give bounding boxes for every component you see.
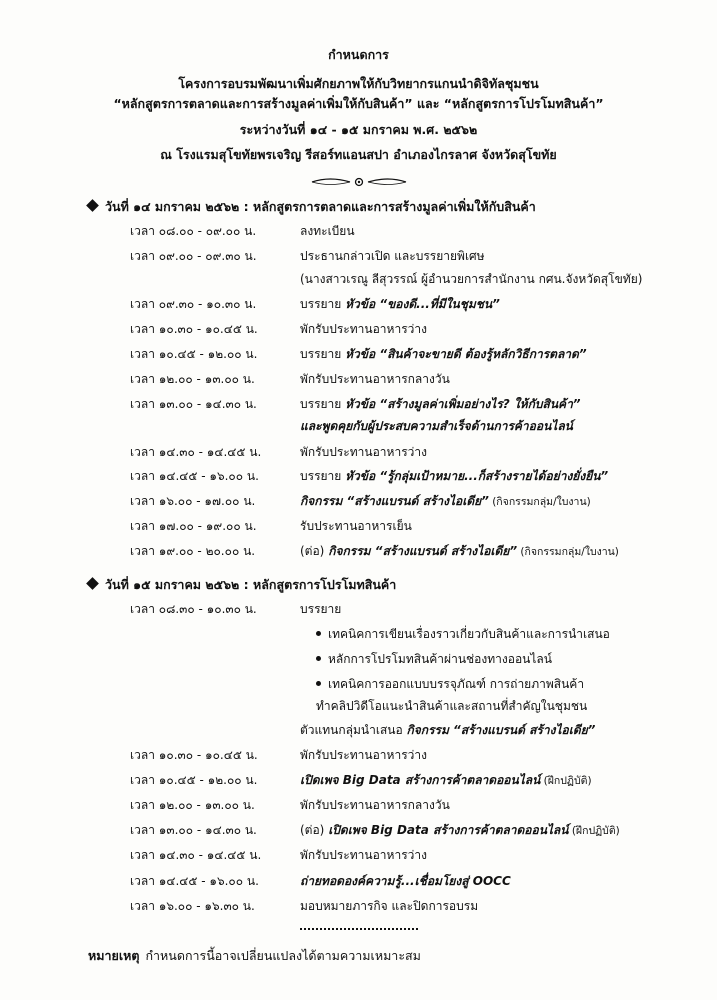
schedule-row xyxy=(0,295,717,315)
schedule-row xyxy=(0,270,717,290)
time-slot: เวลา ๑๗.๐๐ - ๑๙.๐๐ น. xyxy=(130,519,257,533)
note-text: กำหนดการนี้อาจเปลี่ยนแปลงได้ตามความเหมาะสม xyxy=(145,948,421,963)
project-name: โครงการอบรมพัฒนาเพิ่มศักยภาพให้กับวิทยากรแกนนำดิจิทัลชุมชน xyxy=(178,76,539,91)
time-slot: เวลา ๑๔.๓๐ - ๑๔.๔๕ น. xyxy=(130,445,262,459)
bullet-item: เทคนิคการออกแบบบรรจุภัณฑ์ การถ่ายภาพสินค้า xyxy=(0,675,717,695)
schedule-row xyxy=(0,897,717,917)
activity-plain: พักรับประทานอาหารว่าง xyxy=(300,848,427,862)
activity xyxy=(300,821,620,840)
activity-bold: หัวข้อ “ของดี...ที่มีในชุมชน” xyxy=(345,297,500,311)
time-slot: เวลา ๑๐.๓๐ - ๑๐.๔๕ น. xyxy=(130,322,258,336)
activity xyxy=(300,443,427,462)
activity-bold: ถ่ายทอดองค์ความรู้...เชื่อมโยงสู่ OOCC xyxy=(300,874,511,888)
schedule-row xyxy=(0,746,717,766)
activity-plain: (ต่อ) xyxy=(300,823,329,837)
activity-plain: บรรยาย xyxy=(300,397,346,411)
activity xyxy=(300,517,412,536)
activity xyxy=(300,270,642,289)
activity xyxy=(300,771,592,790)
activity-label: บรรยาย xyxy=(300,602,342,616)
activity-plain: พักรับประทานอาหารว่าง xyxy=(300,322,427,336)
schedule-row xyxy=(0,492,717,512)
schedule-row xyxy=(0,345,717,365)
activity xyxy=(300,247,485,266)
activity-bold: หัวข้อ “สร้างมูลค่าเพิ่มอย่างไร? ให้กับสินค้า” xyxy=(345,397,581,411)
event-venue: ณ โรงแรมสุโขทัยพรเจริญ รีสอร์ทแอนสปา อำเภองไกรลาศ จังหวัดสุโขทัย xyxy=(160,147,557,162)
schedule-row xyxy=(0,846,717,866)
bullet-dot-icon xyxy=(316,681,321,686)
day2-heading: วันที่ ๑๕ มกราคม ๒๕๖๒ : หลักสูตรการโปรโมทสินค้า xyxy=(88,575,396,595)
schedule-row xyxy=(0,542,717,562)
time-slot: เวลา ๐๙.๓๐ - ๑๐.๓๐ น. xyxy=(130,297,257,311)
activity-plain: ลงทะเบียน xyxy=(300,224,355,238)
activity-plain: พักรับประทานอาหารกลางวัน xyxy=(300,372,450,386)
activity-plain: (นางสาวเรณู ลีสุวรรณ์ ผู้อำนวยการสำนักงาน กศน.จังหวัดสุโขทัย) xyxy=(300,272,643,286)
time-slot: เวลา ๐๘.๐๐ - ๐๙.๐๐ น. xyxy=(130,224,257,238)
activity-plain: พักรับประทานอาหารว่าง xyxy=(300,445,427,459)
time-slot: เวลา ๑๓.๐๐ - ๑๔.๓๐ น. xyxy=(130,397,257,411)
time-slot: เวลา ๐๙.๐๐ - ๐๙.๓๐ น. xyxy=(130,249,257,263)
activity xyxy=(300,542,619,561)
time-slot: เวลา ๑๐.๓๐ - ๑๐.๔๕ น. xyxy=(130,748,258,762)
bullet-item: เทคนิคการเขียนเรื่องราวเกี่ยวกับสินค้าและการนำเสนอ xyxy=(0,625,717,645)
activity-bold: เปิดเพจ Big Data สร้างการค้าตลาดออนไลน์ xyxy=(328,823,569,837)
activity-plain: รับประทานอาหารเย็น xyxy=(300,519,412,533)
activity xyxy=(300,746,427,765)
activity-note: (กิจกรรมกลุ่ม/ใบงาน) xyxy=(517,546,619,558)
footer-note xyxy=(88,946,421,966)
activity xyxy=(300,897,478,916)
time-slot: เวลา ๑๔.๔๕ - ๑๖.๐๐ น. xyxy=(130,469,259,483)
activity xyxy=(300,345,587,364)
schedule-row xyxy=(0,320,717,340)
activity-note: (ฝึกปฏิบัติ) xyxy=(540,775,592,787)
schedule-row xyxy=(0,247,717,267)
course-names: “หลักสูตรการตลาดและการสร้างมูลค่าเพิ่มให้กับสินค้า” และ “หลักสูตรการโปรโมทสินค้า” xyxy=(113,96,604,111)
activity xyxy=(300,295,500,314)
activity xyxy=(300,417,573,436)
activity-plain: (ต่อ) xyxy=(300,544,329,558)
schedule-row xyxy=(0,395,717,415)
activity xyxy=(300,796,450,815)
diamond-bullet-icon xyxy=(86,577,99,590)
activity xyxy=(300,872,511,891)
activity-note: (กิจกรรมกลุ่ม/ใบงาน) xyxy=(488,496,591,508)
activity-note: (ฝึกปฏิบัติ) xyxy=(568,825,620,837)
schedule-row xyxy=(0,467,717,487)
schedule-row xyxy=(0,872,717,892)
schedule-row xyxy=(0,370,717,390)
activity-plain: พักรับประทานอาหารว่าง xyxy=(300,748,427,762)
activity xyxy=(300,492,591,511)
activity xyxy=(300,320,427,339)
time-slot: เวลา ๐๘.๓๐ - ๑๐.๓๐ น. xyxy=(130,602,257,616)
bullet-dot-icon xyxy=(316,631,321,636)
activity-bold: กิจกรรม “สร้างแบรนด์ สร้างไอเดีย” xyxy=(300,494,489,508)
bullet-item: หลักการโปรโมทสินค้าผ่านช่องทางออนไลน์ xyxy=(0,650,717,670)
time-slot: เวลา ๑๐.๔๕ - ๑๒.๐๐ น. xyxy=(130,773,258,787)
activity-bold: กิจกรรม “สร้างแบรนด์ สร้างไอเดีย” xyxy=(328,544,518,558)
time-slot: เวลา ๑๒.๐๐ - ๑๓.๐๐ น. xyxy=(130,372,255,386)
activity xyxy=(300,370,450,389)
activity-bold: และพูดคุยกับผู้ประสบความสำเร็จด้านการค้าออนไลน์ xyxy=(300,419,573,433)
time-slot: เวลา ๑๙.๐๐ - ๒๐.๐๐ น. xyxy=(130,544,256,558)
event-dates: ระหว่างวันที่ ๑๔ - ๑๕ มกราคม พ.ศ. ๒๕๖๒ xyxy=(239,122,478,137)
schedule-row xyxy=(0,600,717,620)
time-slot: เวลา ๑๔.๓๐ - ๑๔.๔๕ น. xyxy=(130,848,262,862)
time-slot: เวลา ๑๒.๐๐ - ๑๓.๐๐ น. xyxy=(130,798,255,812)
activity-plain: มอบหมายภารกิจ และปิดการอบรม xyxy=(300,899,479,913)
day1-heading: วันที่ ๑๔ มกราคม ๒๕๖๒ : หลักสูตรการตลาดและการสร้างมูลค่าเพิ่มให้กับสินค้า xyxy=(88,197,536,217)
schedule-row xyxy=(0,821,717,841)
schedule-row xyxy=(0,517,717,537)
time-slot: เวลา ๑๐.๔๕ - ๑๒.๐๐ น. xyxy=(130,347,258,361)
schedule-row xyxy=(0,443,717,463)
activity-plain: บรรยาย xyxy=(300,297,346,311)
activity-plain: บรรยาย xyxy=(300,469,346,483)
time-slot: เวลา ๑๔.๔๕ - ๑๖.๐๐ น. xyxy=(130,874,259,888)
activity xyxy=(300,846,427,865)
activity-bold: หัวข้อ “รู้กลุ่มเป้าหมาย...ก็สร้างรายได้อย่างยั่งยืน” xyxy=(345,469,609,483)
group-presentation: ตัวแทนกลุ่มนำเสนอ กิจกรรม “สร้างแบรนด์ สร้างไอเดีย” xyxy=(300,723,596,737)
schedule-row xyxy=(0,796,717,816)
activity xyxy=(300,467,608,486)
activity-bold: หัวข้อ “สินค้าจะขายดี ต้องรู้หลักวิธีการตลาด” xyxy=(345,347,587,361)
bullet-continuation: ทำคลิปวิดีโอแนะนำสินค้าและสถานที่สำคัญในชุมชน xyxy=(316,699,588,713)
activity xyxy=(300,222,355,241)
schedule-row xyxy=(0,222,717,242)
schedule-row xyxy=(0,771,717,791)
time-slot: เวลา ๑๖.๐๐ - ๑๖.๓๐ น. xyxy=(130,899,255,913)
document-title: กำหนดการ xyxy=(328,47,389,62)
activity-bold: เปิดเพจ Big Data สร้างการค้าตลาดออนไลน์ xyxy=(300,773,541,787)
diamond-bullet-icon xyxy=(86,199,99,212)
schedule-row xyxy=(0,417,717,437)
ornament-divider-icon xyxy=(310,175,408,189)
time-slot: เวลา ๑๖.๐๐ - ๑๗.๐๐ น. xyxy=(130,494,256,508)
dotted-separator xyxy=(300,928,418,930)
note-label: หมายเหตุ xyxy=(88,948,140,963)
bullet-dot-icon xyxy=(316,656,321,661)
activity-plain: ประธานกล่าวเปิด และบรรยายพิเศษ xyxy=(300,249,485,263)
time-slot: เวลา ๑๓.๐๐ - ๑๔.๓๐ น. xyxy=(130,823,257,837)
activity-plain: พักรับประทานอาหารกลางวัน xyxy=(300,798,450,812)
activity-plain: บรรยาย xyxy=(300,347,346,361)
activity xyxy=(300,395,581,414)
